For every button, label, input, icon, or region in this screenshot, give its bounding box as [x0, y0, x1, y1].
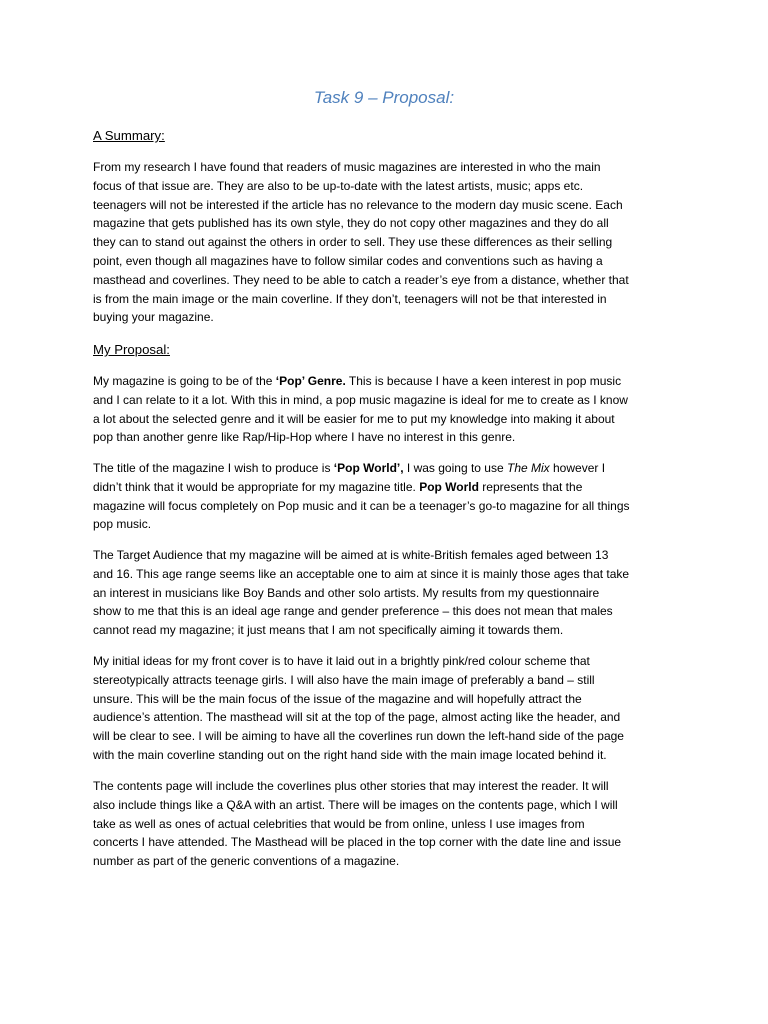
paragraph-line: The Target Audience that my magazine will be aimed at is white-British females aged between 13	[93, 548, 609, 562]
proposal-paragraph-contents	[93, 777, 683, 871]
paragraph-line	[93, 459, 683, 478]
paragraph-line	[93, 478, 683, 497]
paragraph-line: audience’s attention. The masthead will sit at the top of the page, almost acting like the header, and	[93, 710, 621, 725]
pop-world-emphasis: Pop World	[419, 479, 479, 494]
paragraph-line: number as part of the generic conventions of a magazine.	[93, 854, 400, 869]
paragraph-line: unsure. This will be the main focus of the issue of the magazine and will hopefully attract the	[93, 691, 582, 706]
summary-heading: A Summary:	[93, 128, 165, 143]
paragraph-line: show to me that this is an ideal age range and gender preference – this does not mean that males	[93, 604, 613, 619]
paragraph-line: point, even though all magazines have to follow similar codes and conventions such as having a	[93, 253, 603, 268]
paragraph-line: cannot read my magazine; it just means that I am not specifically aiming it towards them.	[93, 623, 564, 638]
paragraph-line: and 16. This age range seems like an acceptable one to aim at since it is mainly those ages that take	[93, 566, 630, 581]
line-text: I was going to use	[403, 461, 507, 475]
paragraph-line: with the main coverline standing out on the right hand side with the main image located behind it.	[93, 747, 607, 762]
paragraph-line: is from the main image or the main coverline. If they don’t, teenagers will not be that interested in	[93, 291, 607, 306]
proposal-paragraph-audience	[93, 546, 683, 640]
paragraph-line: The contents page will include the coverlines plus other stories that may interest the reader. It will	[93, 779, 609, 793]
alt-title-emphasis: The Mix	[506, 461, 550, 475]
line-text: represents that the	[478, 479, 583, 494]
paragraph-line: magazine that gets published has its own style, they do not copy other magazines and they do all	[93, 216, 609, 231]
proposal-heading: My Proposal:	[93, 342, 170, 357]
paragraph-line: magazine will focus completely on Pop music and it can be a teenager’s go-to magazine for all things	[93, 498, 630, 513]
paragraph-line: pop than another genre like Rap/Hip-Hop where I have no interest in this genre.	[93, 430, 516, 445]
paragraph-line: focus of that issue are. They are also to be up-to-date with the latest artists, music; apps etc.	[93, 178, 584, 193]
paragraph-line: masthead and coverlines. They need to be able to catch a reader’s eye from a distance, whether that	[93, 272, 629, 287]
line-text: however I	[549, 461, 606, 475]
paragraph-line: concerts I have attended. The Masthead will be placed in the top corner with the date line and issue	[93, 835, 622, 850]
line-text: My magazine is going to be of the	[93, 374, 276, 388]
paragraph-line: they can to stand out against the others in order to sell. They use these differences as their selling	[93, 235, 613, 250]
line-text: didn’t think that it would be appropriate for my magazine title.	[93, 479, 420, 494]
paragraph-line: also include things like a Q&A with an artist. There will be images on the contents page, which I will	[93, 797, 618, 812]
title-emphasis: ‘Pop World’,	[333, 461, 404, 475]
proposal-paragraph-front-cover	[93, 652, 683, 765]
line-text: This is because I have a keen interest in pop music	[345, 374, 622, 388]
paragraph-line: a lot about the selected genre and it will be easier for me to put my knowledge into making it about	[93, 411, 615, 426]
paragraph-line: From my research I have found that readers of music magazines are interested in who the main	[93, 160, 601, 174]
paragraph-line: pop music.	[93, 517, 152, 532]
paragraph-line: stereotypically attracts teenage girls. I will also have the main image of preferably a band – still	[93, 672, 595, 687]
paragraph-line: will be clear to see. I will be aiming to have all the coverlines run down the left-hand side of the page	[93, 729, 624, 744]
proposal-paragraph-title	[93, 459, 683, 534]
paragraph-line: buying your magazine.	[93, 310, 214, 325]
genre-emphasis: ‘Pop’ Genre.	[275, 374, 346, 388]
paragraph-line: an interest in musicians like Boy Bands and other solo artists. My results from my questionnaire	[93, 585, 600, 600]
line-text: The title of the magazine I wish to produce is	[93, 461, 334, 475]
paragraph-line: take as well as ones of actual celebrities that would be from online, unless I use images from	[93, 816, 585, 831]
summary-paragraph	[93, 158, 683, 327]
proposal-paragraph-genre	[93, 372, 683, 447]
paragraph-line: My initial ideas for my front cover is to have it laid out in a brightly pink/red colour scheme that	[93, 654, 590, 668]
paragraph-line	[93, 372, 683, 391]
page-title: Task 9 – Proposal:	[313, 88, 455, 107]
paragraph-line: teenagers will not be interested if the article has no relevance to the modern day music scene. Each	[93, 197, 623, 212]
paragraph-line: and I can relate to it a lot. With this in mind, a pop music magazine is ideal for me to create as I know	[93, 392, 628, 407]
